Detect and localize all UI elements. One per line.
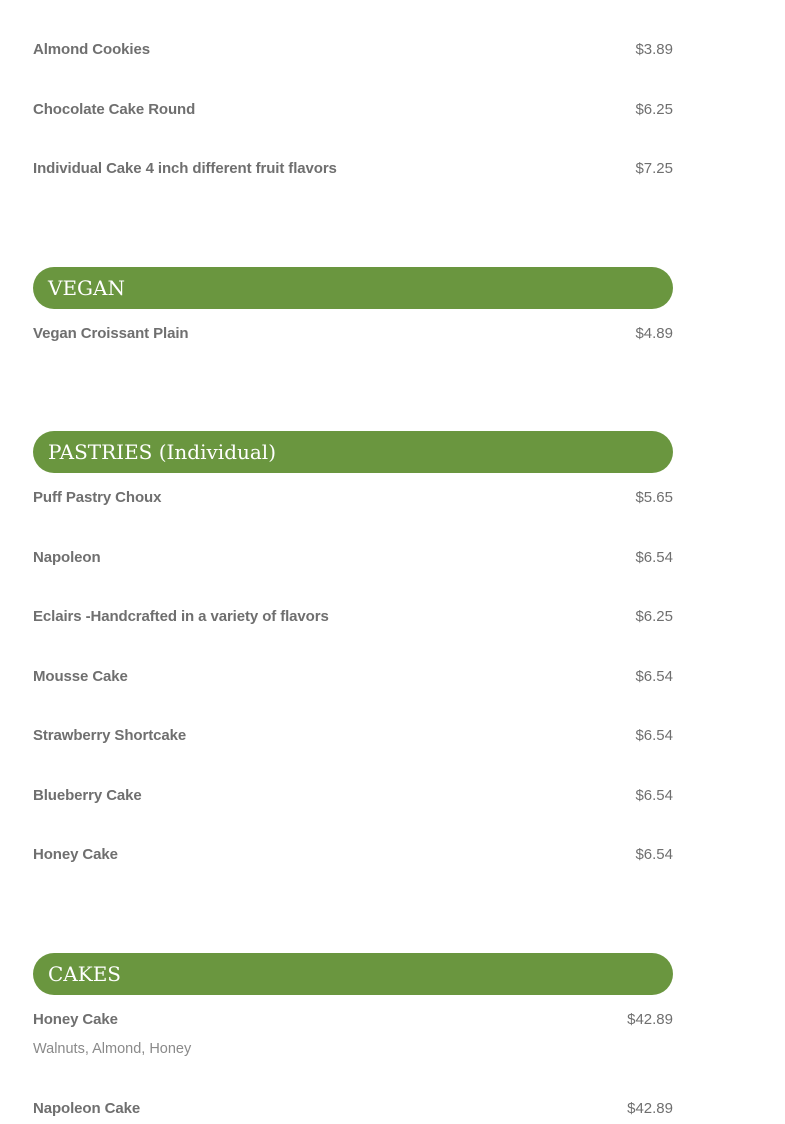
item-name: Napoleon <box>33 549 101 566</box>
section-header-vegan <box>33 267 673 309</box>
item-price: $42.89 <box>627 1100 673 1117</box>
item-price: $6.25 <box>635 101 673 118</box>
menu-item[interactable] <box>33 787 673 811</box>
menu-item[interactable] <box>33 608 673 632</box>
menu-item[interactable] <box>33 325 673 349</box>
item-name: Vegan Croissant Plain <box>33 325 189 342</box>
section-title: CAKES <box>48 962 121 986</box>
item-name: Individual Cake 4 inch different fruit flavors <box>33 160 337 177</box>
item-name: Chocolate Cake Round <box>33 101 196 118</box>
item-price: $3.89 <box>635 41 673 58</box>
item-price: $6.25 <box>635 608 673 625</box>
item-price: $42.89 <box>627 1011 673 1028</box>
item-price: $6.54 <box>635 846 673 863</box>
menu-item[interactable] <box>33 727 673 751</box>
item-price: $6.54 <box>635 787 673 804</box>
item-name: Eclairs -Handcrafted in a variety of flavors <box>33 608 329 625</box>
item-name: Blueberry Cake <box>33 787 142 804</box>
menu-item[interactable] <box>33 101 673 125</box>
item-name: Napoleon Cake <box>33 1100 141 1117</box>
menu-item[interactable] <box>33 846 673 870</box>
item-price: $6.54 <box>635 549 673 566</box>
item-description: Walnuts, Almond, Honey <box>33 1041 192 1057</box>
section-title: PASTRIES (Individual) <box>48 440 277 464</box>
menu-item[interactable] <box>33 668 673 692</box>
item-price: $4.89 <box>635 325 673 342</box>
item-price: $7.25 <box>635 160 673 177</box>
menu-item[interactable] <box>33 160 673 184</box>
item-name: Honey Cake <box>33 1011 118 1028</box>
clipped-previous-item <box>33 0 673 4</box>
item-name: Mousse Cake <box>33 668 128 685</box>
item-name: Strawberry Shortcake <box>33 727 187 744</box>
item-price: $5.65 <box>635 489 673 506</box>
menu-item[interactable] <box>33 41 673 65</box>
menu-item[interactable] <box>33 1100 673 1124</box>
menu-item[interactable] <box>33 489 673 513</box>
menu-item[interactable] <box>33 1011 673 1063</box>
item-price: $6.54 <box>635 668 673 685</box>
item-name: Almond Cookies <box>33 41 150 58</box>
item-price: $6.54 <box>635 727 673 744</box>
item-name: Honey Cake <box>33 846 118 863</box>
section-title: VEGAN <box>48 276 125 300</box>
menu-item[interactable] <box>33 549 673 573</box>
section-header-pastries <box>33 431 673 473</box>
section-header-cakes <box>33 953 673 995</box>
item-name: Puff Pastry Choux <box>33 489 162 506</box>
